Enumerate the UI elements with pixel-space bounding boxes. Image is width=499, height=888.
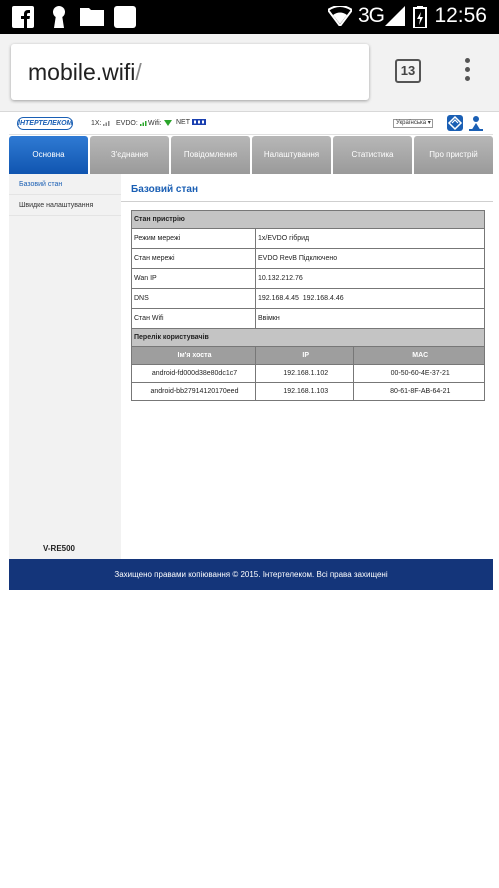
folder-icon [80,6,104,26]
tab-messages[interactable]: Повідомлення [171,136,250,174]
title-divider [121,201,493,202]
url-text [28,59,142,86]
indicator-1x [91,119,111,127]
ip-cell: 192.168.1.102 [256,365,354,383]
indicator-wifi [148,119,172,127]
facebook-icon [12,6,34,28]
app-square-icon [114,6,136,28]
table-row [132,249,485,269]
row-label: Стан мережі [132,249,256,269]
row-value: EVDO RevB Підключено [256,249,485,269]
main-panel [121,174,493,559]
main-nav [9,136,493,174]
tab-connection[interactable]: З'єднання [90,136,169,174]
signal-evdo-icon [140,119,148,126]
column-ip: IP [256,347,354,365]
row-label: Wan IP [132,269,256,289]
copyright-footer: Захищено правами копіювання © 2015. Інтертелеком. Всі права захищені [9,559,493,590]
indicator-evdo [116,119,148,127]
indicator-net [176,119,206,126]
mac-cell: 00-50-60-4E-37-21 [354,365,485,383]
table-row [132,269,485,289]
host-cell: android-fd000d38e80dc1c7 [132,365,256,383]
row-label: DNS [132,289,256,309]
section-heading-row [132,211,485,229]
tab-statistics[interactable]: Статистика [333,136,412,174]
router-header [9,112,493,135]
url-bar[interactable] [11,44,369,100]
row-label: Стан Wifi [132,309,256,329]
overflow-menu-icon[interactable] [460,58,474,86]
row-value: 192.168.4.45 192.168.4.46 [256,289,485,309]
status-table-wrapper [131,210,485,401]
battery-icon [413,6,427,28]
router-page [9,112,493,590]
tab-settings[interactable]: Налаштування [252,136,331,174]
model-label: V-RE500 [42,544,76,553]
table-row [132,289,485,309]
device-status-table [131,210,485,401]
tab-switcher-button[interactable]: 13 [395,59,421,83]
help-icon[interactable] [447,115,463,131]
language-select[interactable]: Українська ▾ [393,119,433,128]
signal-1x-icon [103,119,111,126]
wifi-status-icon [164,119,172,126]
network-type: 3G [358,4,385,27]
page-title: Базовий стан [131,184,198,195]
tab-about-device[interactable]: Про пристрій [414,136,493,174]
tab-main[interactable]: Основна [9,136,88,174]
sidebar-item-basic-status[interactable]: Базовий стан [9,174,121,195]
url-host: mobile.wifi [28,59,136,85]
device-status-heading: Стан пристрію [132,211,485,229]
users-heading: Перелік користувачів [132,329,485,347]
column-host: Ім'я хоста [132,347,256,365]
keyhole-icon [50,6,68,28]
table-row [132,365,485,383]
row-value: Ввімкн [256,309,485,329]
logout-icon[interactable] [468,114,484,132]
table-row [132,229,485,249]
browser-toolbar [0,34,499,112]
mac-cell: 80-61-8F-AB-64-21 [354,383,485,401]
indicator-net-label: NET [176,119,190,126]
net-status-icon [192,119,206,125]
section-heading-row [132,329,485,347]
clock: 12:56 [434,4,487,27]
table-row [132,383,485,401]
content-area [9,174,493,559]
row-label: Режим мережі [132,229,256,249]
wifi-icon [328,6,352,26]
table-row [132,309,485,329]
ip-cell: 192.168.1.103 [256,383,354,401]
users-column-header [132,347,485,365]
row-value: 1x/EVDO гібрид [256,229,485,249]
sidebar-item-quick-setup[interactable]: Швидке налаштування [9,195,121,216]
column-mac: MAC [354,347,485,365]
indicator-1x-label: 1X: [91,120,102,127]
language-value: Українська [396,120,427,126]
signal-icon [385,6,405,26]
indicator-wifi-label: Wifi: [148,120,162,127]
sidebar [9,174,121,559]
row-value: 10.132.212.76 [256,269,485,289]
url-path: / [135,59,142,85]
host-cell: android-bb27914120170eed [132,383,256,401]
indicator-evdo-label: EVDO: [116,120,138,127]
intertelecom-logo: ІНТЕРТЕЛЕКОМ [17,117,73,130]
status-bar [0,0,499,34]
